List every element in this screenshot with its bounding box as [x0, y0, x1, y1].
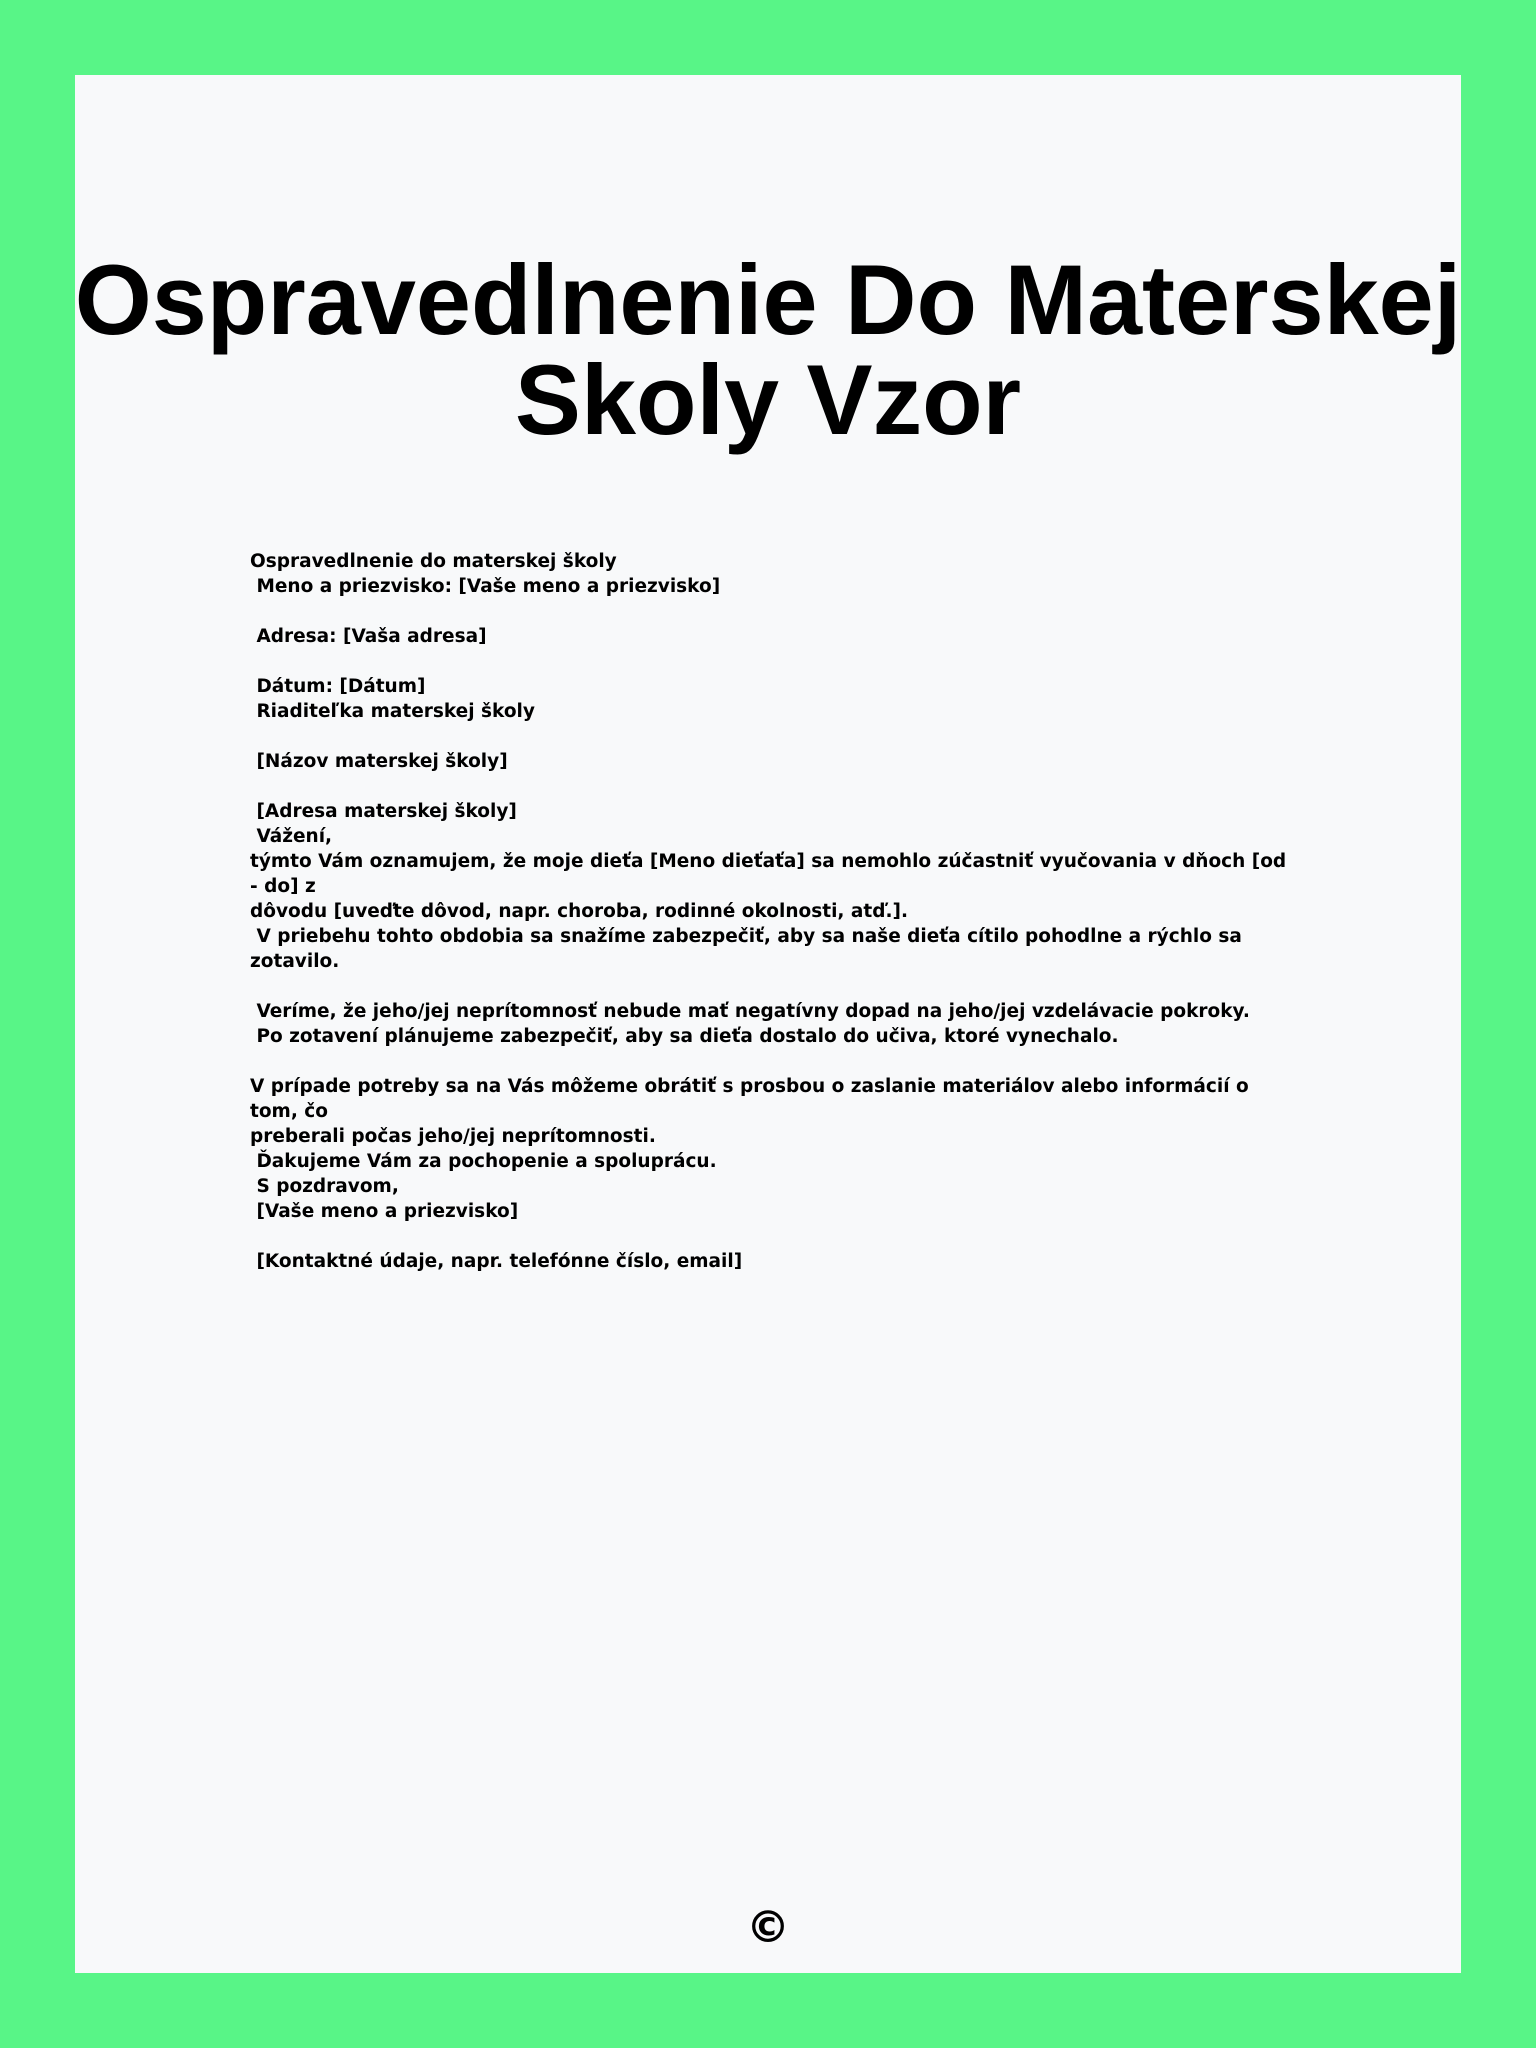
letter-line: [250, 974, 1300, 999]
letter-line: Veríme, že jeho/jej neprítomnosť nebude mať negatívny dopad na jeho/jej vzdelávacie pokroky.: [250, 1001, 1250, 1022]
letter-line: [Adresa materskej školy]: [250, 801, 517, 822]
title-line-2: Skoly Vzor: [514, 344, 1022, 455]
letter-line: dôvodu [uveďte dôvod, napr. choroba, rodinné okolnosti, atď.].: [250, 901, 908, 922]
letter-line: Adresa: [Vaša adresa]: [250, 626, 487, 647]
letter-line: [250, 1049, 1300, 1074]
page-title: [0, 244, 1536, 455]
letter-line: [Názov materskej školy]: [250, 751, 508, 772]
letter-line: Po zotavení plánujeme zabezpečiť, aby sa dieťa dostalo do učiva, ktoré vynechalo.: [250, 1026, 1119, 1047]
letter-line: Vážení,: [250, 826, 333, 847]
letter-line: Meno a priezvisko: [Vaše meno a priezvisko]: [250, 576, 721, 597]
title-line-1: Ospravedlnenie Do Materskej: [74, 244, 1462, 355]
letter-line: [Vaše meno a priezvisko]: [250, 1201, 519, 1222]
letter-line: V priebehu tohto obdobia sa snažíme zabezpečiť, aby sa naše dieťa cítilo pohodlne a rýchlo sa zotavilo.: [250, 926, 1249, 972]
letter-line: [250, 774, 1300, 799]
letter-line: V prípade potreby sa na Vás môžeme obrátiť s prosbou o zaslanie materiálov alebo informácií o tom, čo: [250, 1076, 1256, 1122]
letter-line: Ďakujeme Vám za pochopenie a spoluprácu.: [250, 1151, 717, 1172]
letter-line: Riaditeľka materskej školy: [250, 701, 535, 722]
letter-line: preberali počas jeho/jej neprítomnosti.: [250, 1126, 656, 1147]
copyright-icon: ©: [746, 1902, 790, 1953]
letter-line: [250, 649, 1300, 674]
letter-body: [250, 549, 1300, 1274]
letter-line: [250, 599, 1300, 624]
letter-line: [Kontaktné údaje, napr. telefónne číslo, email]: [250, 1251, 743, 1272]
letter-line: [250, 1224, 1300, 1249]
letter-line: [250, 724, 1300, 749]
letter-line: S pozdravom,: [250, 1176, 399, 1197]
letter-line: Dátum: [Dátum]: [250, 676, 426, 697]
letter-line: Ospravedlnenie do materskej školy: [250, 551, 617, 572]
letter-line: týmto Vám oznamujem, že moje dieťa [Meno dieťaťa] sa nemohlo zúčastniť vyučovania v dňoch [od - do] z: [250, 851, 1293, 897]
